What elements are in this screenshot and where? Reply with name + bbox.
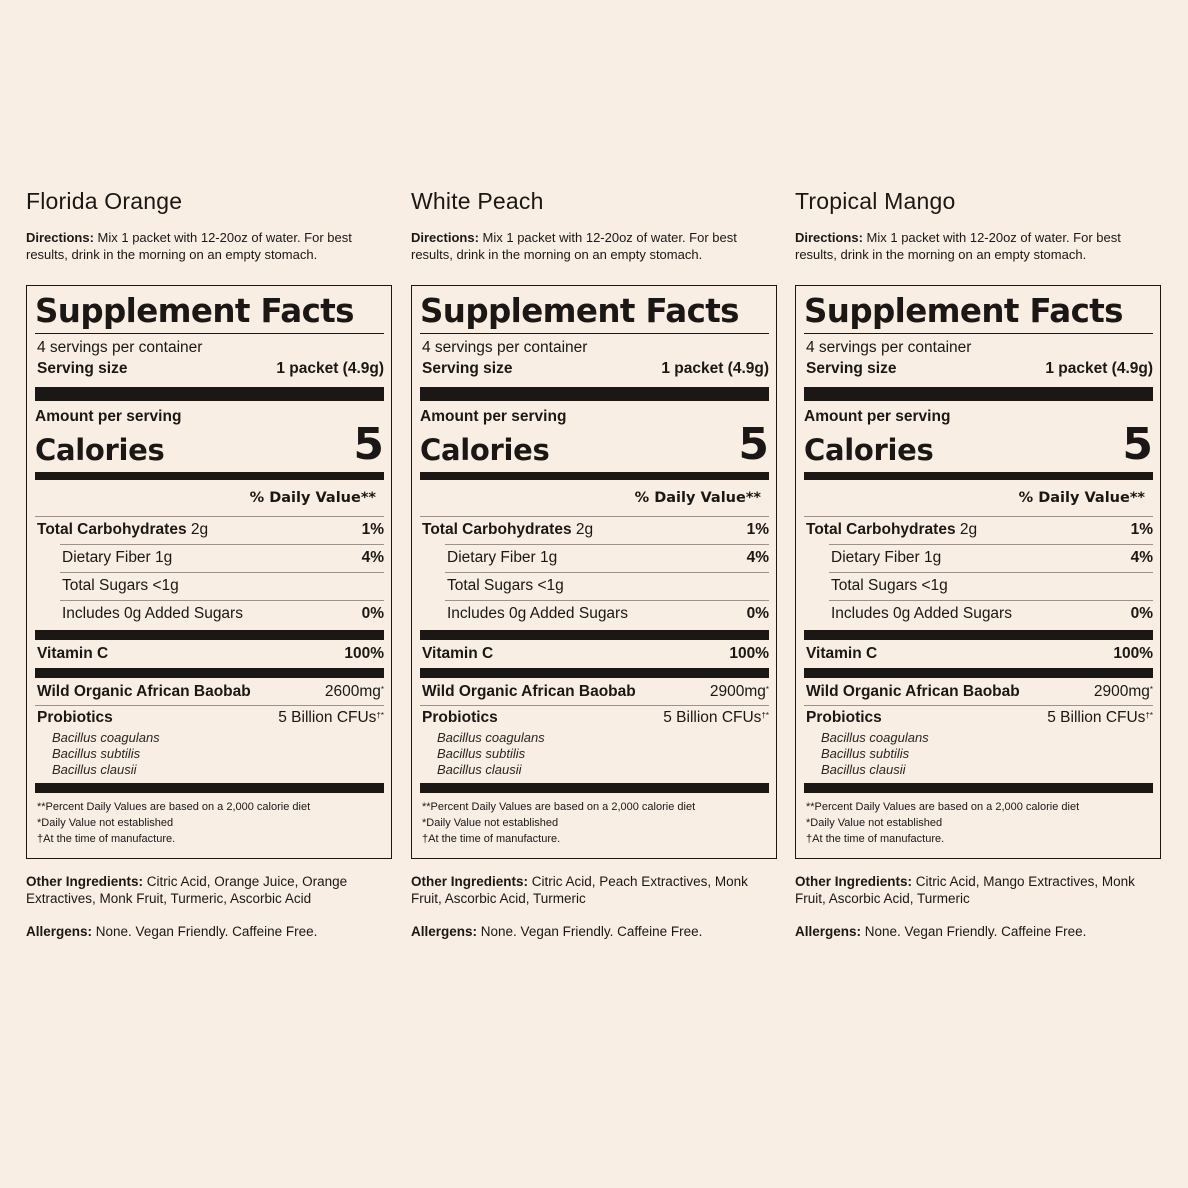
strain-item: Bacillus subtilis <box>821 746 910 761</box>
flavor-title: White Peach <box>411 188 544 214</box>
allergens-label: Allergens: <box>411 924 478 939</box>
allergens-text: None. Vegan Friendly. Caffeine Free. <box>861 924 1087 939</box>
fiber-label: Dietary Fiber 1g <box>831 549 942 566</box>
allergens <box>26 923 392 940</box>
calories-label: Calories <box>420 433 550 467</box>
footnote: **Percent Daily Values are based on a 2,000 calorie diet <box>806 801 1080 813</box>
baobab-amount: 2900mg <box>1093 683 1150 700</box>
probiotics-amount: 5 Billion CFUs <box>663 709 762 726</box>
directions-text: Mix 1 packet with 12-20oz of water. For best results, drink in the morning on an empty stomach. <box>26 230 352 262</box>
added-sugars-label: Includes 0g Added Sugars <box>62 605 243 622</box>
total-carbs-row <box>420 517 769 544</box>
calories-value: 5 <box>353 419 384 470</box>
probiotics-amount: 5 Billion CFUs <box>1047 709 1146 726</box>
serving-size-value: 1 packet (4.9g) <box>661 360 769 377</box>
calories-value: 5 <box>738 419 769 470</box>
sugars-row <box>60 573 384 600</box>
thick-divider <box>420 630 769 640</box>
footnotes <box>35 793 384 847</box>
thick-divider <box>35 783 384 793</box>
carbs-sub-rows <box>804 544 1153 628</box>
fiber-row <box>829 545 1153 572</box>
divider <box>804 333 1153 334</box>
baobab-label: Wild Organic African Baobab <box>806 683 1020 700</box>
thick-divider <box>35 630 384 640</box>
medium-divider <box>35 472 384 480</box>
footnote: **Percent Daily Values are based on a 2,000 calorie diet <box>422 801 696 813</box>
total-carbs-row <box>35 517 384 544</box>
serving-size-label: Serving size <box>422 360 513 377</box>
other-ingredients-label: Other Ingredients: <box>795 874 913 889</box>
supplement-facts-title: Supplement Facts <box>804 292 1123 330</box>
servings-per-container: 4 servings per container <box>37 339 203 356</box>
flavor-title: Tropical Mango <box>795 188 956 214</box>
calories-row <box>35 419 384 470</box>
calories-label: Calories <box>35 433 165 467</box>
thick-divider <box>420 387 769 401</box>
thick-divider <box>35 668 384 678</box>
other-ingredients-text: Citric Acid, Peach Extractives, Monk Fruit, Ascorbic Acid, Turmeric <box>411 874 748 906</box>
other-ingredients-label: Other Ingredients: <box>26 874 144 889</box>
other-ingredients <box>26 874 392 908</box>
calories-value: 5 <box>1122 419 1153 470</box>
vitamin-c-row <box>804 640 1153 668</box>
footnote: *Daily Value not established <box>422 817 559 829</box>
added-sugars-label: Includes 0g Added Sugars <box>447 605 628 622</box>
total-carbs-text <box>37 517 208 543</box>
amount-per-serving: Amount per serving <box>420 408 567 425</box>
probiotics-amount-wrap <box>278 706 384 730</box>
panel-white-peach <box>411 186 777 940</box>
strain-item: Bacillus clausii <box>821 762 906 777</box>
allergens-text: None. Vegan Friendly. Caffeine Free. <box>477 924 703 939</box>
carbs-sub-rows <box>35 544 384 628</box>
sugars-label: Total Sugars <1g <box>831 577 948 594</box>
total-carbs-label: Total Carbohydrates <box>422 521 572 538</box>
strain-item: Bacillus coagulans <box>52 730 160 745</box>
directions-text: Mix 1 packet with 12-20oz of water. For best results, drink in the morning on an empty stomach. <box>795 230 1121 262</box>
flavor-title: Florida Orange <box>26 188 183 214</box>
other-ingredients <box>795 874 1161 908</box>
footnotes <box>804 793 1153 847</box>
added-sugars-row <box>445 601 769 628</box>
supplement-facts-title: Supplement Facts <box>35 292 354 330</box>
other-ingredients-label: Other Ingredients: <box>411 874 529 889</box>
fiber-label: Dietary Fiber 1g <box>62 549 173 566</box>
allergens-label: Allergens: <box>795 924 862 939</box>
directions <box>26 230 392 264</box>
thick-divider <box>804 387 1153 401</box>
other-ingredients <box>411 874 777 908</box>
supplement-facts-panel <box>411 285 777 859</box>
strain-item: Bacillus subtilis <box>52 746 141 761</box>
fiber-row <box>60 545 384 572</box>
vitamin-c-pct: 100% <box>344 645 384 662</box>
daily-value-header: % Daily Value** <box>1018 490 1145 506</box>
baobab-row <box>804 678 1153 705</box>
servings-per-container: 4 servings per container <box>806 339 972 356</box>
sugars-row <box>829 573 1153 600</box>
total-carbs-row <box>804 517 1153 544</box>
allergens <box>411 923 777 940</box>
footnote: †At the time of manufacture. <box>422 833 561 845</box>
added-sugars-pct: 0% <box>746 605 769 622</box>
strain-item: Bacillus coagulans <box>821 730 929 745</box>
vitamin-c-pct: 100% <box>1113 645 1153 662</box>
total-carbs-amount: 2g <box>955 521 978 538</box>
probiotic-strains <box>420 730 769 778</box>
allergens-text: None. Vegan Friendly. Caffeine Free. <box>92 924 318 939</box>
baobab-amount-wrap <box>1094 678 1153 705</box>
baobab-mark: * <box>1149 685 1153 694</box>
baobab-label: Wild Organic African Baobab <box>422 683 636 700</box>
total-carbs-amount: 2g <box>186 521 209 538</box>
probiotics-mark: †* <box>376 711 384 720</box>
servings-per-container: 4 servings per container <box>422 339 588 356</box>
total-carbs-text <box>806 517 977 543</box>
probiotics-row <box>35 706 384 730</box>
probiotics-amount-wrap <box>663 706 769 730</box>
probiotic-strains <box>35 730 384 778</box>
directions <box>795 230 1161 264</box>
thick-divider <box>804 668 1153 678</box>
total-carbs-amount: 2g <box>571 521 594 538</box>
fiber-pct: 4% <box>361 549 384 566</box>
total-carbs-pct: 1% <box>746 521 769 538</box>
directions <box>411 230 777 264</box>
vitamin-c-row <box>420 640 769 668</box>
panel-florida-orange <box>26 186 392 940</box>
supplement-facts-panel <box>26 285 392 859</box>
allergens <box>795 923 1161 940</box>
panel-tropical-mango <box>795 186 1161 940</box>
probiotics-mark: †* <box>761 711 769 720</box>
serving-size-row <box>35 358 384 387</box>
probiotics-label: Probiotics <box>37 709 113 726</box>
serving-size-row <box>804 358 1153 387</box>
directions-text: Mix 1 packet with 12-20oz of water. For best results, drink in the morning on an empty stomach. <box>411 230 737 262</box>
baobab-amount-wrap <box>710 678 769 705</box>
calories-label: Calories <box>804 433 934 467</box>
baobab-mark: * <box>380 685 384 694</box>
daily-value-header: % Daily Value** <box>249 490 376 506</box>
supplement-facts-panel <box>795 285 1161 859</box>
vitamin-c-pct: 100% <box>729 645 769 662</box>
serving-size-label: Serving size <box>37 360 128 377</box>
directions-label: Directions: <box>26 230 94 245</box>
other-ingredients-text: Citric Acid, Mango Extractives, Monk Fruit, Ascorbic Acid, Turmeric <box>795 874 1135 906</box>
probiotics-row <box>420 706 769 730</box>
baobab-row <box>35 678 384 705</box>
baobab-label: Wild Organic African Baobab <box>37 683 251 700</box>
vitamin-c-label: Vitamin C <box>806 645 878 662</box>
vitamin-c-label: Vitamin C <box>37 645 109 662</box>
strain-item: Bacillus subtilis <box>437 746 526 761</box>
strain-item: Bacillus clausii <box>52 762 137 777</box>
added-sugars-label: Includes 0g Added Sugars <box>831 605 1012 622</box>
footnote: **Percent Daily Values are based on a 2,000 calorie diet <box>37 801 311 813</box>
footnote: †At the time of manufacture. <box>806 833 945 845</box>
added-sugars-pct: 0% <box>361 605 384 622</box>
amount-per-serving: Amount per serving <box>35 408 182 425</box>
baobab-amount: 2900mg <box>709 683 766 700</box>
thick-divider <box>420 668 769 678</box>
strain-item: Bacillus coagulans <box>437 730 545 745</box>
divider <box>420 333 769 334</box>
fiber-label: Dietary Fiber 1g <box>447 549 558 566</box>
sugars-row <box>445 573 769 600</box>
total-carbs-pct: 1% <box>1130 521 1153 538</box>
baobab-row <box>420 678 769 705</box>
allergens-label: Allergens: <box>26 924 93 939</box>
supplement-facts-title: Supplement Facts <box>420 292 739 330</box>
strain-item: Bacillus clausii <box>437 762 522 777</box>
total-carbs-pct: 1% <box>361 521 384 538</box>
serving-size-value: 1 packet (4.9g) <box>276 360 384 377</box>
vitamin-c-row <box>35 640 384 668</box>
serving-size-row <box>420 358 769 387</box>
thick-divider <box>804 630 1153 640</box>
probiotic-strains <box>804 730 1153 778</box>
serving-size-label: Serving size <box>806 360 897 377</box>
added-sugars-pct: 0% <box>1130 605 1153 622</box>
probiotics-amount-wrap <box>1047 706 1153 730</box>
directions-label: Directions: <box>795 230 863 245</box>
calories-row <box>804 419 1153 470</box>
probiotics-label: Probiotics <box>806 709 882 726</box>
baobab-amount-wrap <box>325 678 384 705</box>
footnote: †At the time of manufacture. <box>37 833 176 845</box>
medium-divider <box>804 472 1153 480</box>
vitamin-c-label: Vitamin C <box>422 645 494 662</box>
probiotics-mark: †* <box>1145 711 1153 720</box>
thick-divider <box>804 783 1153 793</box>
probiotics-label: Probiotics <box>422 709 498 726</box>
medium-divider <box>420 472 769 480</box>
fiber-row <box>445 545 769 572</box>
amount-per-serving: Amount per serving <box>804 408 951 425</box>
footnotes <box>420 793 769 847</box>
carbs-sub-rows <box>420 544 769 628</box>
footnote: *Daily Value not established <box>37 817 174 829</box>
divider <box>35 333 384 334</box>
added-sugars-row <box>829 601 1153 628</box>
probiotics-amount: 5 Billion CFUs <box>278 709 377 726</box>
calories-row <box>420 419 769 470</box>
fiber-pct: 4% <box>1130 549 1153 566</box>
other-ingredients-text: Citric Acid, Orange Juice, Orange Extractives, Monk Fruit, Turmeric, Ascorbic Acid <box>26 874 348 906</box>
probiotics-row <box>804 706 1153 730</box>
thick-divider <box>420 783 769 793</box>
daily-value-header: % Daily Value** <box>634 490 761 506</box>
added-sugars-row <box>60 601 384 628</box>
footnote: *Daily Value not established <box>806 817 943 829</box>
fiber-pct: 4% <box>746 549 769 566</box>
serving-size-value: 1 packet (4.9g) <box>1045 360 1153 377</box>
total-carbs-text <box>422 517 593 543</box>
total-carbs-label: Total Carbohydrates <box>37 521 187 538</box>
baobab-amount: 2600mg <box>324 683 381 700</box>
directions-label: Directions: <box>411 230 479 245</box>
baobab-mark: * <box>765 685 769 694</box>
thick-divider <box>35 387 384 401</box>
sugars-label: Total Sugars <1g <box>62 577 179 594</box>
sugars-label: Total Sugars <1g <box>447 577 564 594</box>
total-carbs-label: Total Carbohydrates <box>806 521 956 538</box>
